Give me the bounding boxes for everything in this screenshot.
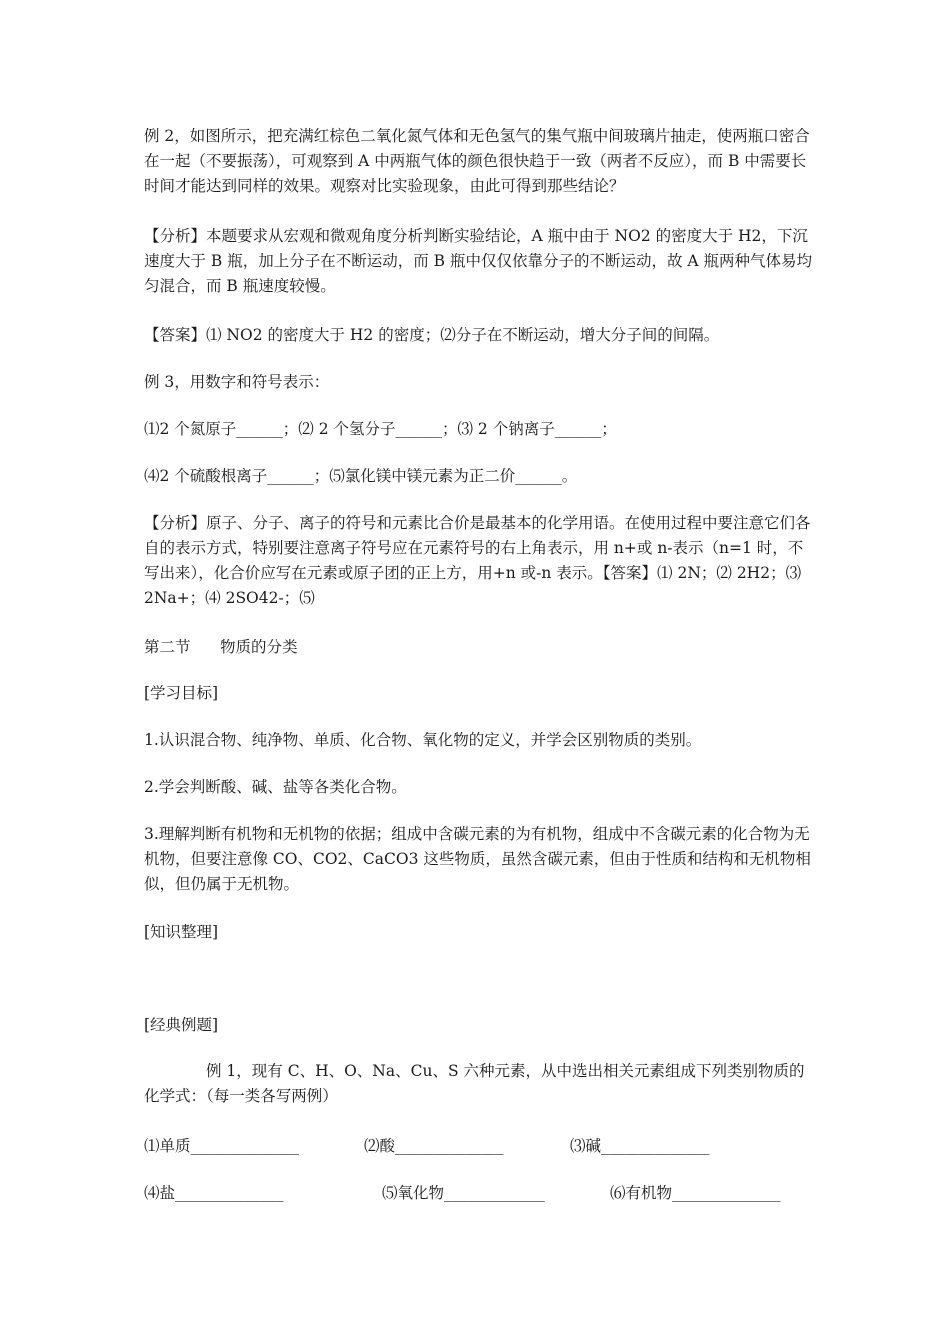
answer-blank-elements: ⑴单质______________ [144,1137,300,1155]
example3-line2: ⑷2 个硫酸根离子______；⑸氯化镁中镁元素为正二价______。 [144,467,578,485]
learning-goal-2: 2.学会判断酸、碱、盐等各类化合物。 [144,778,407,796]
answer-blank-oxide: ⑸氧化物_____________ [382,1184,545,1202]
learning-goal-3: 3.理解判断有机物和无机物的依据；组成中含碳元素的为有机物，组成中不含碳元素的化合物为无机物，但要注意像 CO、CO2、CaCO3 这些物质，虽然含碳元素，但由于性质和结构和无机物相似，但仍属于无机物。 [144,825,811,893]
example2-question: 例 2，如图所示，把充满红棕色二氧化氮气体和无色氢气的集气瓶中间玻璃片抽走，使两瓶口密合在一起（不要振荡），可观察到 A 中两瓶气体的颜色很快趋于一致（两者不反应），而 B 中需要长时间才能达到同样的效果。观察对比实验现象，由此可得到那些结论？ [144,127,810,195]
example2-answer: 【答案】⑴ NO2 的密度大于 H2 的密度；⑵分子在不断运动，增大分子间的间隔。 [144,326,720,344]
example3-title: 例 3，用数字和符号表示： [144,373,330,391]
section-title: 第二节 物质的分类 [144,638,298,656]
example3-analysis: 【分析】原子、分子、离子的符号和元素比合价是最基本的化学用语。在使用过程中要注意它们各自的表示方式，特别要注意离子符号应在元素符号的右上角表示，用 n+或 n-表示（n=1 时，不写出来），化合价应写在元素或原子团的正上方，用+n 或-n 表示。【答案】⑴ 2N；⑵ 2H2；⑶ 2Na+；⑷ 2SO42-；⑸ [144,514,811,607]
answer-blank-organic: ⑹有机物______________ [610,1184,781,1202]
classic-example1-question: 例 1，现有 C、H、O、Na、Cu、S 六种元素，从中选出相关元素组成下列类别物质的化学式：（每一类各写两例） [144,1062,805,1105]
example3-line1: ⑴2 个氮原子______；⑵ 2 个氢分子______；⑶ 2 个钠离子______； [144,420,617,438]
learning-goal-1: 1.认识混合物、纯净物、单质、化合物、氧化物的定义，并学会区别物质的类别。 [144,731,702,749]
classic-examples-heading: [经典例题] [144,1016,219,1034]
answer-blank-salt: ⑷盐______________ [144,1184,284,1202]
knowledge-heading: [知识整理] [144,923,219,941]
example2-analysis: 【分析】本题要求从宏观和微观角度分析判断实验结论，A 瓶中由于 NO2 的密度大于 H2，下沉速度大于 B 瓶，加上分子在不断运动，而 B 瓶中仅仅依靠分子的不断运动，故 A 瓶两种气体易均匀混合，而 B 瓶速度较慢。 [144,227,813,295]
answer-blank-acid: ⑵酸______________ [364,1137,504,1155]
learning-goals-heading: [学习目标] [144,684,219,702]
answer-blank-base: ⑶碱______________ [570,1137,710,1155]
